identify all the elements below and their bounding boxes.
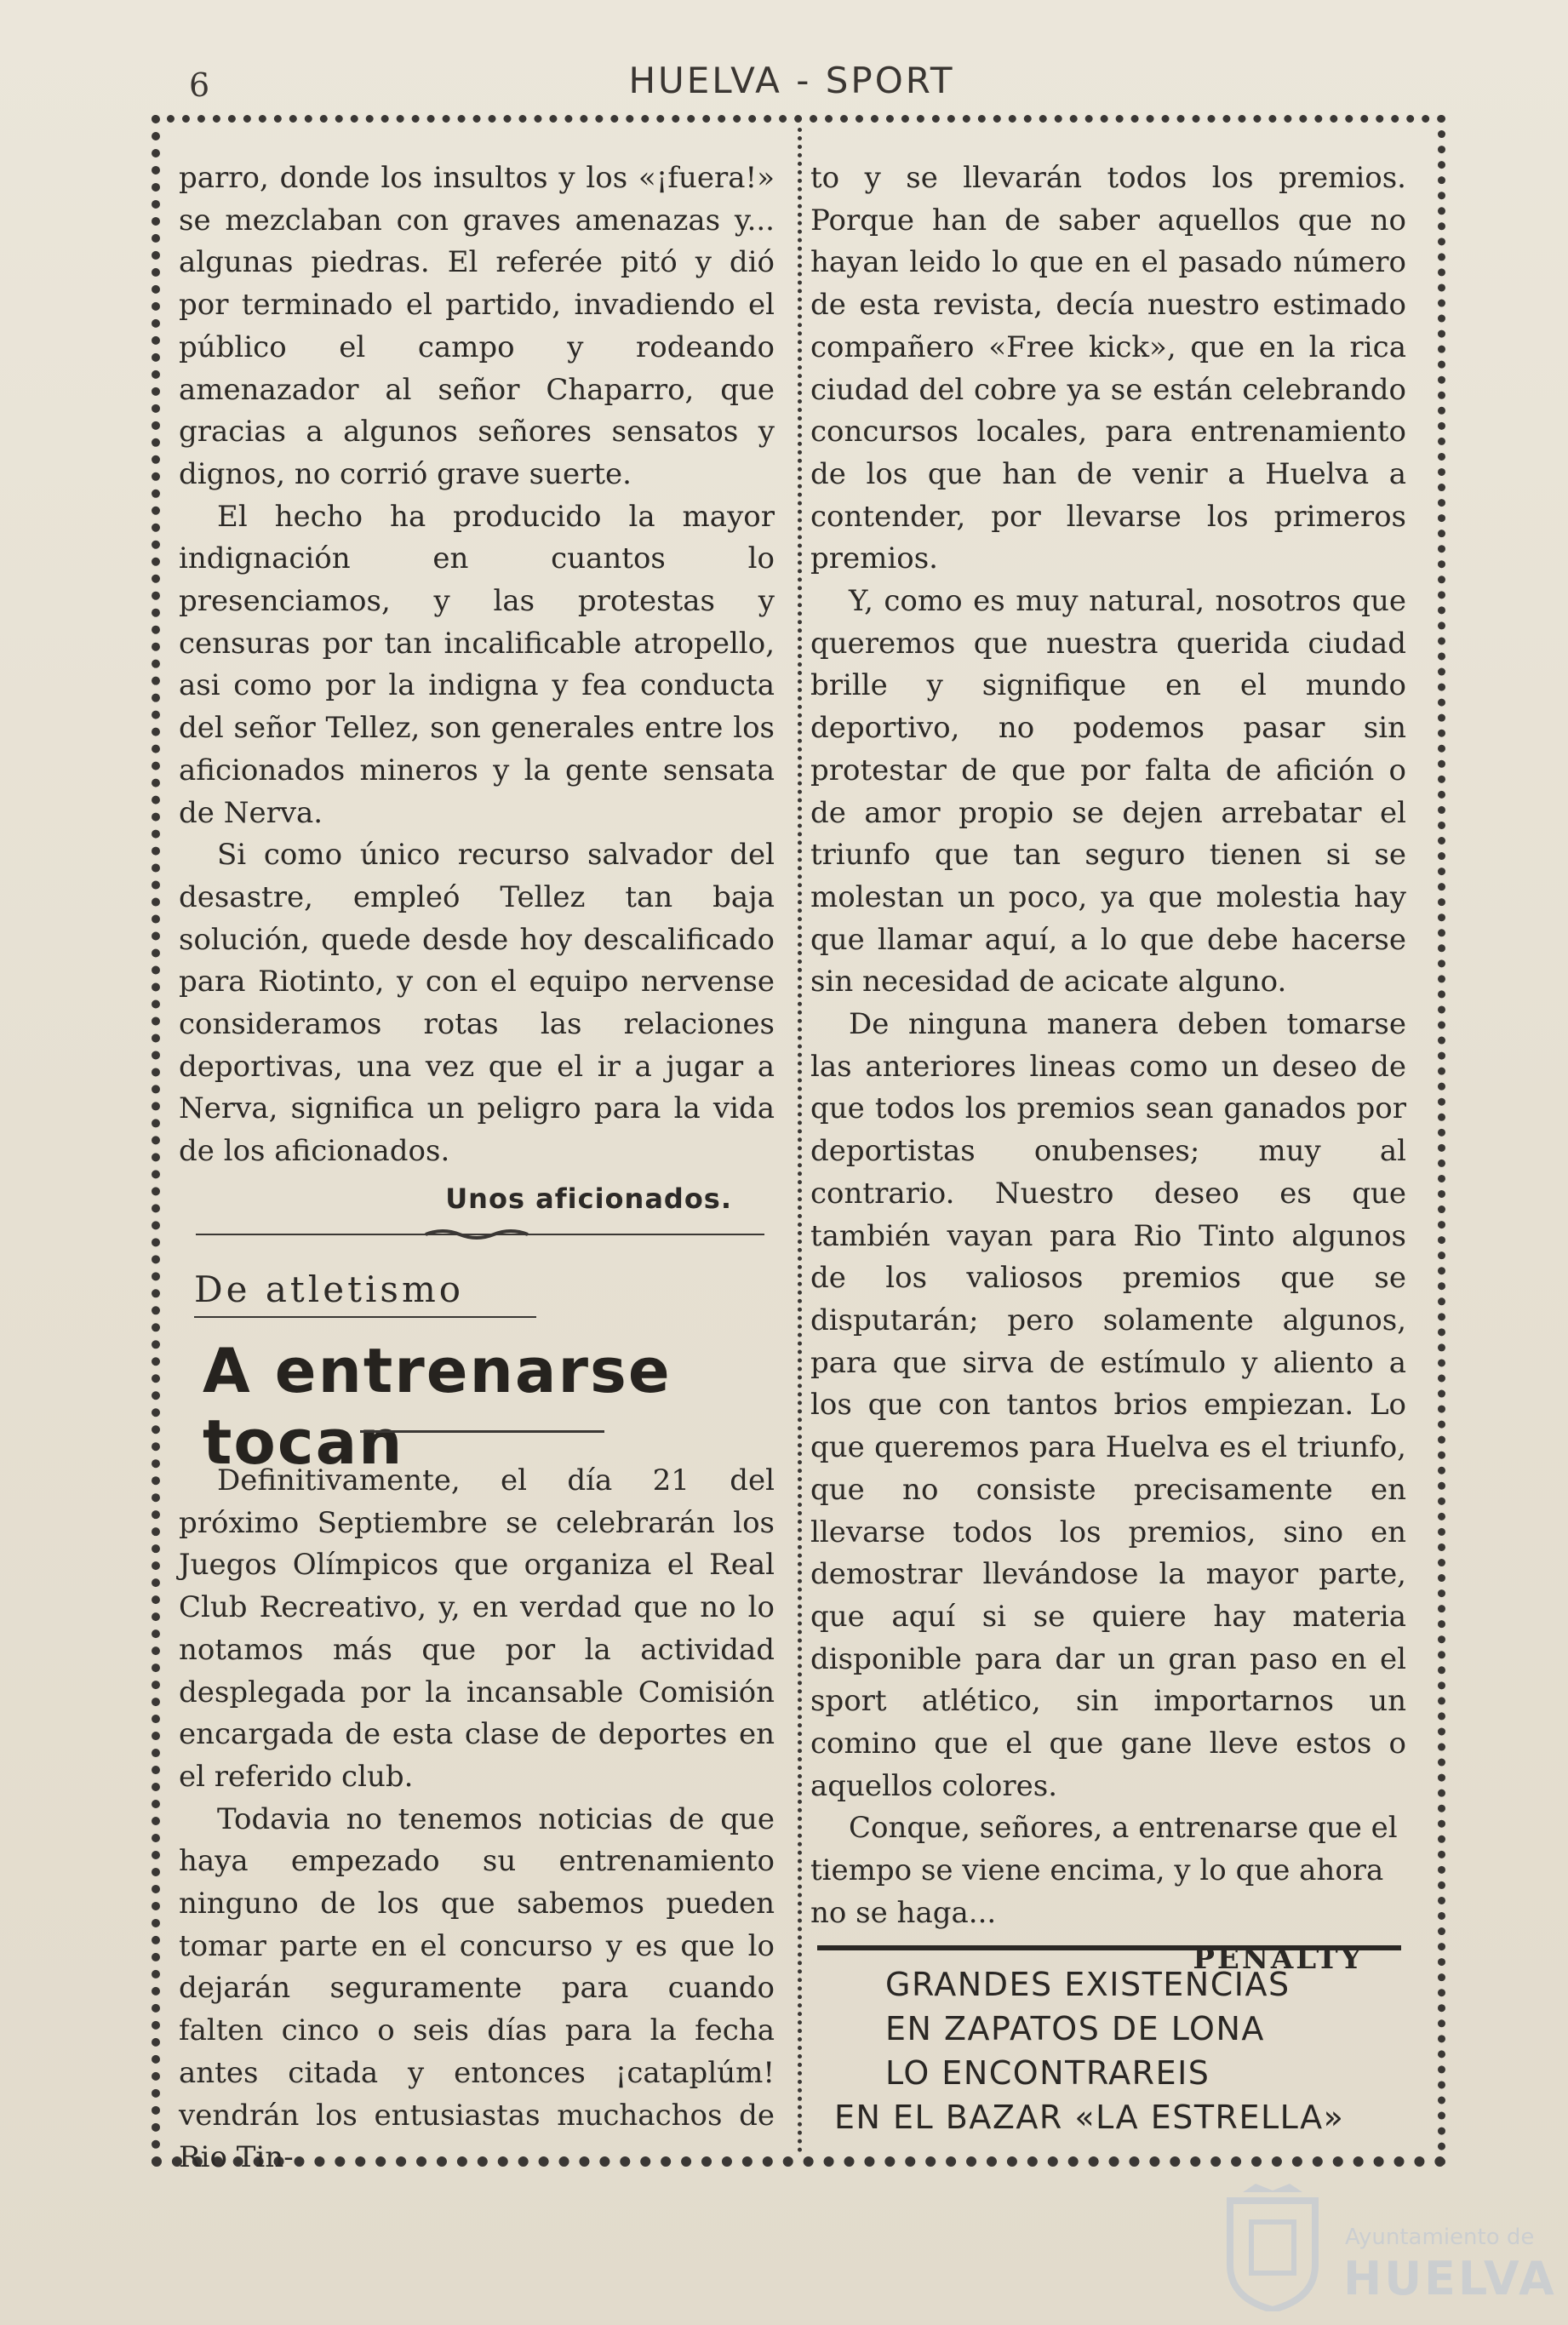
- paragraph: parro, donde los insultos y los «¡fuera!» se mezclaban con graves amenazas y... algunas piedras. El referée pitó y dió por terminado el partido, invadiendo el público el campo y rodeando amenazador al señor Chaparro, que gracias a algunos señores sensatos y dignos, no corrió grave suerte.: [179, 161, 775, 491]
- ad-line: GRANDES EXISTENCIAS: [885, 1966, 1290, 2003]
- column-divider: [798, 128, 802, 2154]
- paragraph: Y, como es muy natural, nosotros que queremos que nuestra querida ciudad brille y signifique en el mundo deportivo, no podemos pasar sin protestar de que por falta de afición o de amor propio se dejen arrebatar el triunfo que tan seguro tienen si se molestan un poco, ya que molestia hay que llamar aquí, a lo que debe hacerse sin necesidad de acicate alguno.: [810, 584, 1406, 999]
- advertisement: [826, 1962, 1405, 2139]
- page-number: 6: [189, 66, 210, 104]
- paragraph: Conque, señores, a entrenarse que el tiempo se viene encima, y lo que ahora no se haga...: [810, 1811, 1398, 1930]
- city-crest-icon: [1217, 2184, 1328, 2311]
- signature-penalty: PENALTY: [1193, 1941, 1364, 1976]
- paragraph: De ninguna manera deben tomarse las anteriores lineas como un deseo de que todos los premios sean ganados por deportistas onubenses; muy al contrario. Nuestro deseo es que también vayan para Rio Tinto algunos de los valiosos premios que se disputarán; pero solamente algunos, para que sirva de estímulo y aliento a los que con tantos brios empiezan. Lo que queremos para Huelva es el triunfo, que no consiste precisamente en llevarse todos los premios, sino en demostrar llevándose la mayor parte, que aquí si se quiere hay materia disponible para dar un gran paso en el sport atlético, sin importarnos un comino que el que gane lleve estos o aquellos colores.: [810, 1007, 1406, 1803]
- ad-line: LO ENCONTRAREIS: [885, 2054, 1210, 2092]
- paragraph: Todavia no tenemos noticias de que haya empezado su entrenamiento ninguno de los que sabemos pueden tomar parte en el concurso y es que lo dejarán seguramente para cuando falten cinco o seis días para la fecha antes citada y entonces ¡cataplúm! vendrán los entusiastas muchachos de Rio Tin-: [179, 1801, 775, 2175]
- paragraph: Definitivamente, el día 21 del próximo Septiembre se celebrarán los Juegos Olímpicos que organiza el Real Club Recreativo, y, en verdad que no lo notamos más que por la actividad desplegada por la incansable Comisión encargada de esta clase de deportes en el referido club.: [179, 1463, 775, 1794]
- advertisement-rule: [817, 1945, 1401, 1950]
- watermark-text: Ayuntamiento de: [1345, 2225, 1535, 2250]
- left-column-previous-article: [179, 157, 775, 1221]
- section-kicker: De atletismo: [194, 1268, 465, 1310]
- running-head: HUELVA - SPORT: [628, 60, 955, 101]
- watermark-text: HUELVA: [1343, 2252, 1557, 2305]
- right-column-article-body: [810, 157, 1406, 1980]
- paragraph: El hecho ha producido la mayor indignación en cuantos lo presenciamos, y las protestas y censuras por tan incalificable atropello, asi como por la indigna y fea conducta del señor Tellez, son generales entre los aficionados mineros y la gente sensata de Nerva.: [179, 499, 775, 830]
- article-headline: A entrenarse tocan: [203, 1335, 672, 1478]
- kicker-underline: [194, 1316, 536, 1318]
- paragraph: to y se llevarán todos los premios. Porque han de saber aquellos que no hayan leido lo que en el pasado número de esta revista, decía nuestro estimado compañero «Free kick», que en la rica ciudad del cobre ya se están celebrando concursos locales, para entrenamiento de los que han de venir a Huelva a contender, por llevarse los primeros premios.: [810, 161, 1406, 576]
- ad-line: EN EL BAZAR «LA ESTRELLA»: [834, 2099, 1345, 2136]
- headline-underline: [360, 1430, 604, 1433]
- left-column-article-body: [179, 1460, 775, 2179]
- signature-unos-aficionados: Unos aficionados.: [445, 1182, 732, 1215]
- ad-line: EN ZAPATOS DE LONA: [885, 2010, 1265, 2047]
- paragraph: Si como único recurso salvador del desastre, empleó Tellez tan baja solución, quede desde hoy descalificado para Riotinto, y con el equipo nervense consideramos rotas las relaciones deportivas, una vez que el ir a jugar a Nerva, significa un peligro para la vida de los aficionados.: [179, 838, 775, 1169]
- archive-watermark: [1217, 2184, 1558, 2311]
- ornamental-rule: [196, 1228, 764, 1240]
